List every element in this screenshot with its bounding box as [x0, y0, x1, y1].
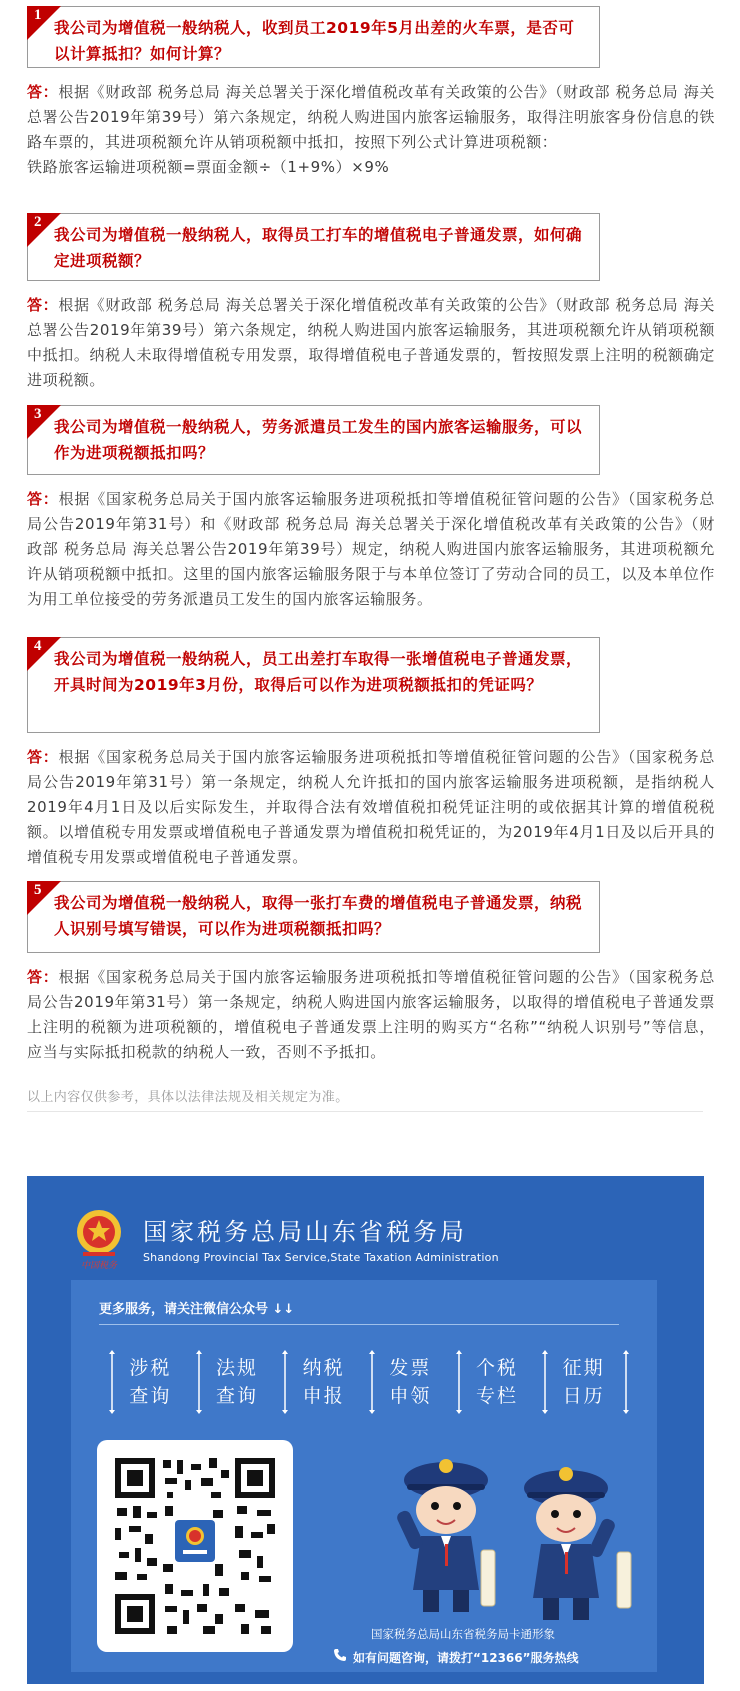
hotline-text: 如有问题咨询，请拨打“12366”服务热线 — [353, 1651, 579, 1665]
services-panel — [71, 1280, 657, 1672]
disclaimer-note: 以上内容仅供参考，具体以法律法规及相关规定为准。 — [27, 1086, 703, 1112]
services-title: 更多服务，请关注微信公众号 ↓↓ — [99, 1302, 295, 1317]
wechat-qr-code[interactable] — [97, 1440, 293, 1652]
service-item-tax-query[interactable] — [107, 1344, 194, 1420]
hotline-info — [333, 1648, 579, 1666]
answer — [27, 965, 715, 1065]
separator-icon — [367, 1350, 377, 1414]
service-label-2: 申领 — [389, 1385, 432, 1407]
qa-block-1 — [27, 6, 715, 192]
answer-formula: 铁路旅客运输进项税额=票面金额÷（1+9%）×9% — [27, 158, 390, 176]
tax-bureau-banner — [27, 1176, 704, 1684]
qr-code-icon — [111, 1454, 279, 1638]
separator-icon — [454, 1350, 464, 1414]
service-label-2: 申报 — [302, 1385, 345, 1407]
service-label-1: 个税 — [476, 1357, 519, 1379]
service-label-1: 发票 — [389, 1357, 432, 1379]
question-number-badge — [27, 405, 61, 439]
answer-text: 根据《财政部 税务总局 海关总署关于深化增值税改革有关政策的公告》（财政部 税务总局 海关总署公告2019年第39号）第六条规定，纳税人购进国内旅客运输服务，取得注明旅客身份信息的铁路车票的，其进项税额允许从销项税额中抵扣，按照下列公式计算进项税额： — [27, 83, 715, 151]
service-label-1: 纳税 — [302, 1357, 345, 1379]
service-label-2: 查询 — [129, 1385, 172, 1407]
question-number-badge — [27, 637, 61, 671]
separator-icon — [194, 1350, 204, 1414]
svg-text:中国税务: 中国税务 — [80, 1261, 118, 1271]
question-number-badge — [27, 6, 61, 40]
service-item-calendar[interactable] — [540, 1344, 627, 1420]
service-item-law-query[interactable] — [194, 1344, 281, 1420]
question-text: 我公司为增值税一般纳税人，员工出差打车取得一张增值税电子普通发票，开具时间为2019年3月份，取得后可以作为进项税额抵扣的凭证吗？ — [54, 650, 583, 694]
answer-text: 根据《国家税务总局关于国内旅客运输服务进项税抵扣等增值税征管问题的公告》（国家税务总局公告2019年第31号）第一条规定，纳税人购进国内旅客运输服务，以取得的增值税电子普通发票上注明的税额为进项税额的，增值税电子普通发票上注明的购买方“名称”“纳税人识别号”等信息，应当与实际抵扣税款的纳税人一致，否则不予抵扣。 — [27, 968, 715, 1061]
separator-icon — [540, 1350, 550, 1414]
question-number: 5 — [34, 882, 42, 898]
question-box — [27, 6, 600, 68]
question-number: 4 — [34, 638, 42, 654]
qa-block-2 — [27, 213, 715, 405]
qa-block-3 — [27, 405, 715, 624]
answer-lead: 答： — [27, 490, 59, 508]
service-label-1: 法规 — [215, 1357, 258, 1379]
service-label-2: 查询 — [215, 1385, 258, 1407]
org-name-cn: 国家税务总局山东省税务局 — [143, 1218, 467, 1246]
answer-text: 根据《国家税务总局关于国内旅客运输服务进项税抵扣等增值税征管问题的公告》（国家税务总局公告2019年第31号）和《财政部 税务总局 海关总署关于深化增值税改革有关政策的公告》（财政部 税务总局 海关总署公告2019年第39号）规定，纳税人购进国内旅客运输服务，其进项税额允许从销项税额中抵扣。这里的国内旅客运输服务限于与本单位签订了劳动合同的员工，以及本单位作为用工单位接受的劳务派遣员工发生的国内旅客运输服务。 — [27, 490, 715, 608]
question-text: 我公司为增值税一般纳税人，取得员工打车的增值税电子普通发票，如何确定进项税额？ — [54, 226, 583, 270]
question-box — [27, 405, 600, 475]
separator-icon — [621, 1350, 631, 1414]
qa-block-5 — [27, 881, 715, 1077]
answer-text: 根据《财政部 税务总局 海关总署关于深化增值税改革有关政策的公告》（财政部 税务总局 海关总署公告2019年第39号）第六条规定，纳税人购进国内旅客运输服务，其进项税额允许从销项税额中抵扣。纳税人未取得增值税专用发票，取得增值税电子普通发票的，暂按照发票上注明的税额确定进项税额。 — [27, 296, 715, 389]
question-number: 3 — [34, 406, 42, 422]
mascot-illustration — [371, 1440, 641, 1620]
answer — [27, 487, 715, 612]
service-item-tax-filing[interactable] — [280, 1344, 367, 1420]
answer-lead: 答： — [27, 296, 59, 314]
qa-block-4 — [27, 637, 715, 882]
phone-icon — [333, 1648, 347, 1665]
answer-lead: 答： — [27, 968, 59, 986]
service-label-1: 征期 — [562, 1357, 605, 1379]
separator-icon — [107, 1350, 117, 1414]
answer-text: 根据《国家税务总局关于国内旅客运输服务进项税抵扣等增值税征管问题的公告》（国家税务总局公告2019年第31号）第一条规定，纳税人允许抵扣的国内旅客运输服务进项税额，是指纳税人2019年4月1日及以后实际发生，并取得合法有效增值税扣税凭证注明的或依据其计算的增值税税额。以增值税专用发票或增值税电子普通发票为增值税扣税凭证的，为2019年4月1日及以后开具的增值税专用发票或增值税电子普通发票。 — [27, 748, 715, 866]
question-number: 2 — [34, 214, 42, 230]
separator-icon — [280, 1350, 290, 1414]
answer — [27, 745, 715, 870]
answer — [27, 80, 715, 180]
service-item-personal-tax[interactable] — [454, 1344, 541, 1420]
question-number-badge — [27, 213, 61, 247]
question-number: 1 — [34, 7, 42, 23]
answer-lead: 答： — [27, 83, 59, 101]
org-name-en: Shandong Provincial Tax Service,State Taxation Administration — [143, 1251, 499, 1264]
question-text: 我公司为增值税一般纳税人，劳务派遣员工发生的国内旅客运输服务，可以作为进项税额抵扣吗？ — [54, 418, 583, 462]
question-box — [27, 213, 600, 281]
question-text: 我公司为增值税一般纳税人，取得一张打车费的增值税电子普通发票，纳税人识别号填写错误，可以作为进项税额抵扣吗？ — [54, 894, 583, 938]
services-divider — [99, 1324, 619, 1325]
question-number-badge — [27, 881, 61, 915]
service-item-invoice[interactable] — [367, 1344, 454, 1420]
services-list — [107, 1344, 627, 1420]
service-label-2: 专栏 — [476, 1385, 519, 1407]
question-text: 我公司为增值税一般纳税人，收到员工2019年5月出差的火车票，是否可以计算抵扣？如何计算？ — [54, 19, 575, 63]
service-label-2: 日历 — [562, 1385, 605, 1407]
answer — [27, 293, 715, 393]
tax-emblem-logo — [69, 1206, 129, 1271]
mascot-caption: 国家税务总局山东省税务局卡通形象 — [371, 1627, 555, 1641]
answer-lead: 答： — [27, 748, 59, 766]
question-box — [27, 637, 600, 733]
service-label-1: 涉税 — [129, 1357, 172, 1379]
question-box — [27, 881, 600, 953]
